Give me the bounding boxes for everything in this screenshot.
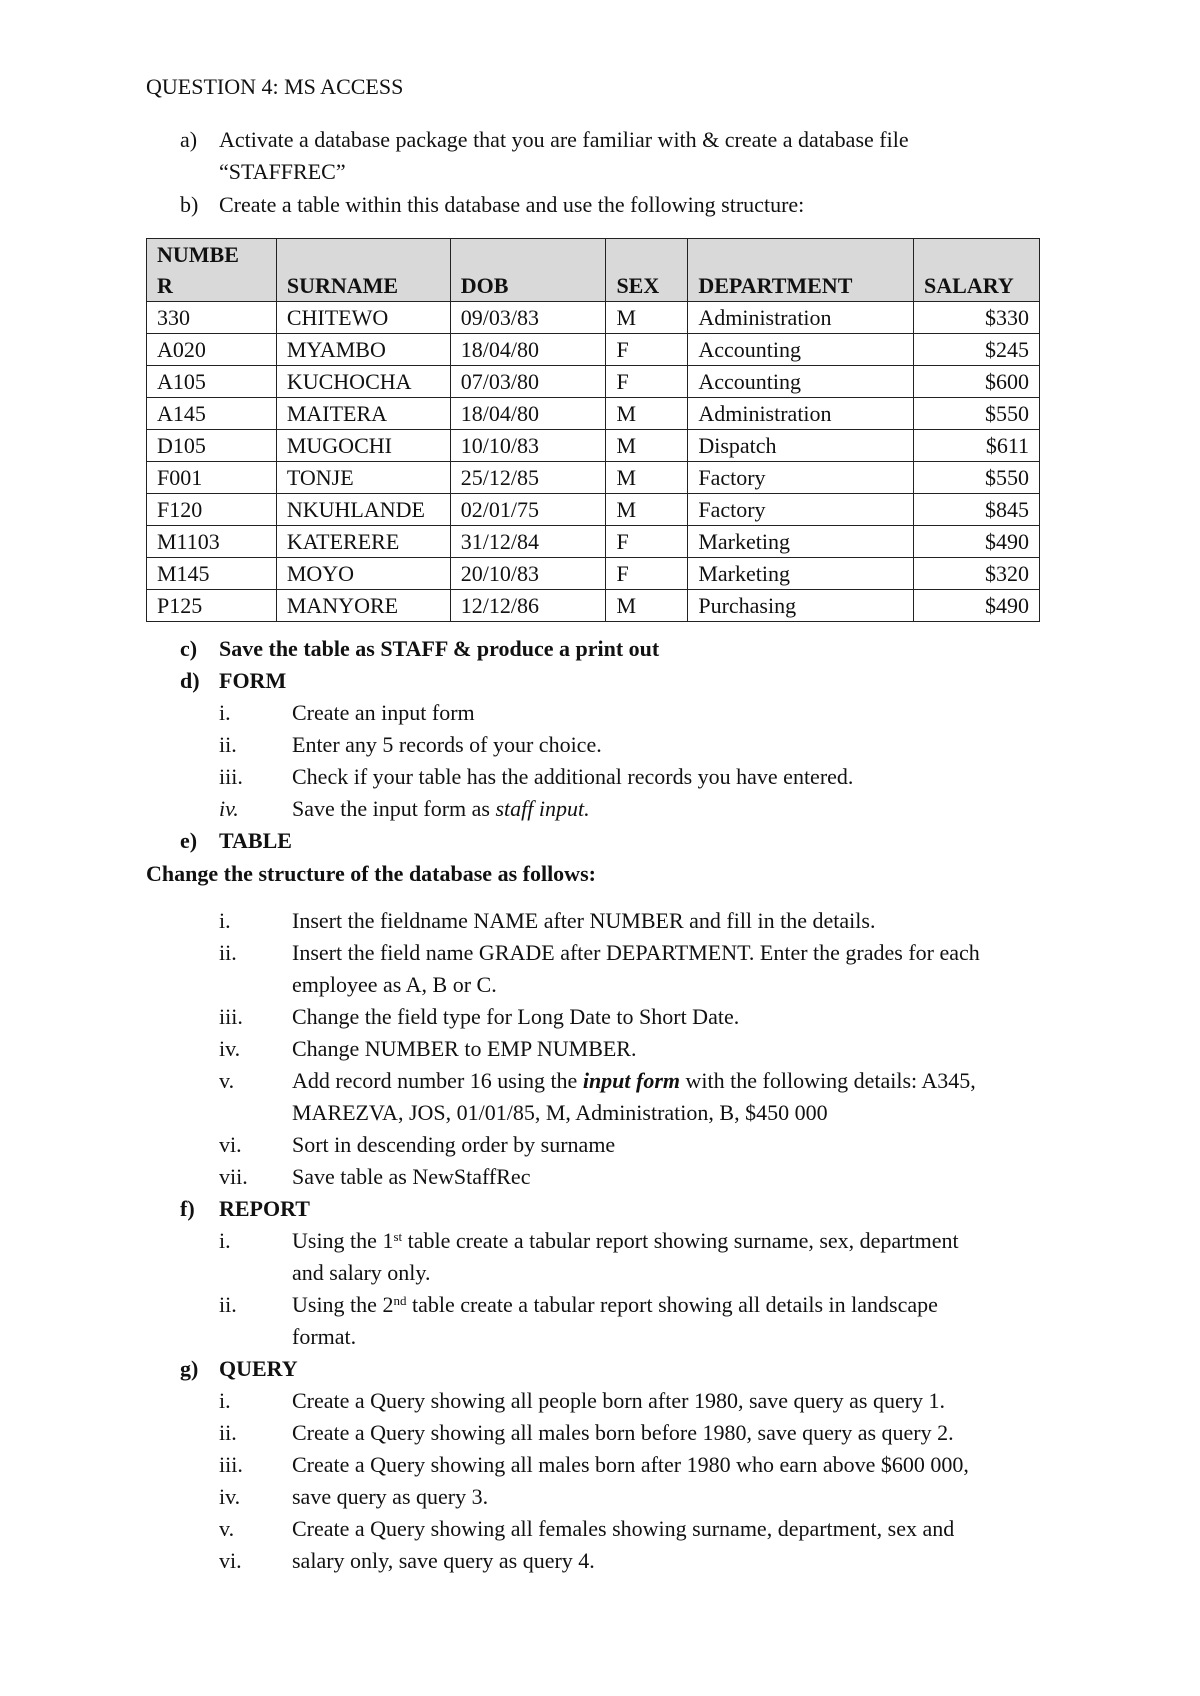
cell-dob: 25/12/85 — [450, 462, 606, 494]
roman-numeral: ii. — [219, 1420, 237, 1445]
table-item-text: Change the field type for Long Date to Short Date. — [292, 1004, 740, 1029]
query-item-text: Create a Query showing all females showing surname, department, sex and — [292, 1516, 955, 1541]
cell-surname: MAITERA — [276, 398, 450, 430]
part-c-text: Save the table as STAFF & produce a print out — [219, 636, 660, 661]
cell-surname: MOYO — [276, 558, 450, 590]
part-f-heading: REPORT — [219, 1196, 310, 1221]
roman-numeral: iv. — [219, 1036, 241, 1061]
cell-number: 330 — [147, 302, 277, 334]
form-item-text: Enter any 5 records of your choice. — [292, 732, 602, 757]
cell-sex: M — [606, 430, 688, 462]
table-row — [147, 494, 1040, 526]
cell-dob: 02/01/75 — [450, 494, 606, 526]
cell-sex: F — [606, 558, 688, 590]
roman-numeral: ii. — [219, 1292, 237, 1317]
part-f-marker: f) — [180, 1196, 195, 1221]
cell-dob: 07/03/80 — [450, 366, 606, 398]
cell-dob: 20/10/83 — [450, 558, 606, 590]
cell-surname: KUCHOCHA — [276, 366, 450, 398]
cell-surname: TONJE — [276, 462, 450, 494]
roman-numeral: ii. — [219, 732, 237, 757]
roman-numeral: iv. — [219, 796, 239, 821]
question-title: QUESTION 4: MS ACCESS — [146, 74, 404, 99]
part-c-marker: c) — [180, 636, 198, 661]
table-item-text-cont: MAREZVA, JOS, 01/01/85, M, Administration, B, $450 000 — [292, 1100, 828, 1125]
table-row — [147, 430, 1040, 462]
cell-number: F001 — [147, 462, 277, 494]
cell-sex: M — [606, 590, 688, 622]
cell-salary: $845 — [914, 494, 1040, 526]
cell-surname: MYAMBO — [276, 334, 450, 366]
report-item-text-cont: and salary only. — [292, 1260, 431, 1285]
header-sex: SEX — [606, 239, 688, 302]
table-item-text: Insert the fieldname NAME after NUMBER and fill in the details. — [292, 908, 876, 933]
roman-numeral: ii. — [219, 940, 237, 965]
ordinal-superscript: nd — [393, 1293, 407, 1308]
cell-number: D105 — [147, 430, 277, 462]
cell-sex: M — [606, 494, 688, 526]
staff-table — [146, 238, 1040, 622]
cell-number: M1103 — [147, 526, 277, 558]
roman-numeral: vi. — [219, 1132, 242, 1157]
cell-salary: $330 — [914, 302, 1040, 334]
table-row — [147, 366, 1040, 398]
query-item-text: Create a Query showing all males born after 1980 who earn above $600 000, — [292, 1452, 969, 1477]
roman-numeral: i. — [219, 700, 231, 725]
cell-sex: M — [606, 302, 688, 334]
table-row — [147, 558, 1040, 590]
form-item-text — [292, 793, 590, 825]
table-item-text — [292, 1065, 976, 1097]
report-item-text-plain: Using the 2 — [292, 1292, 394, 1317]
table-header-row — [147, 239, 1040, 302]
roman-numeral: iii. — [219, 1004, 243, 1029]
roman-numeral: vi. — [219, 1548, 242, 1573]
table-item-text: Change NUMBER to EMP NUMBER. — [292, 1036, 637, 1061]
roman-numeral: iii. — [219, 1452, 243, 1477]
cell-department: Factory — [688, 462, 914, 494]
cell-surname: KATERERE — [276, 526, 450, 558]
cell-salary: $611 — [914, 430, 1040, 462]
form-item-text-plain: Save the input form as — [292, 796, 496, 821]
part-g-heading: QUERY — [219, 1356, 298, 1381]
cell-salary: $600 — [914, 366, 1040, 398]
part-a-line1: Activate a database package that you are familiar with & create a database file — [219, 127, 909, 152]
cell-surname: NKUHLANDE — [276, 494, 450, 526]
cell-surname: CHITEWO — [276, 302, 450, 334]
cell-surname: MANYORE — [276, 590, 450, 622]
part-a-line2: “STAFFREC” — [219, 159, 346, 184]
table-row — [147, 590, 1040, 622]
report-item-text-cont: format. — [292, 1324, 357, 1349]
cell-salary: $490 — [914, 590, 1040, 622]
report-item-text — [292, 1225, 959, 1257]
roman-numeral: i. — [219, 908, 231, 933]
cell-dob: 12/12/86 — [450, 590, 606, 622]
table-item-text: Insert the field name GRADE after DEPARTMENT. Enter the grades for each — [292, 940, 980, 965]
table-row — [147, 302, 1040, 334]
cell-number: M145 — [147, 558, 277, 590]
header-dob: DOB — [450, 239, 606, 302]
roman-numeral: v. — [219, 1068, 235, 1093]
roman-numeral: iii. — [219, 764, 243, 789]
form-item-text: Create an input form — [292, 700, 475, 725]
cell-dob: 18/04/80 — [450, 334, 606, 366]
report-item-text-plain: table create a tabular report showing surname, sex, department — [402, 1228, 959, 1253]
cell-department: Marketing — [688, 558, 914, 590]
cell-department: Factory — [688, 494, 914, 526]
roman-numeral: vii. — [219, 1164, 248, 1189]
part-e-intro: Change the structure of the database as follows: — [146, 861, 596, 886]
table-item-text-plain: with the following details: A345, — [680, 1068, 976, 1093]
cell-department: Administration — [688, 302, 914, 334]
cell-sex: F — [606, 334, 688, 366]
cell-number: P125 — [147, 590, 277, 622]
part-e-marker: e) — [180, 828, 198, 853]
cell-number: A145 — [147, 398, 277, 430]
cell-salary: $320 — [914, 558, 1040, 590]
header-department: DEPARTMENT — [688, 239, 914, 302]
table-item-text: Sort in descending order by surname — [292, 1132, 616, 1157]
cell-department: Dispatch — [688, 430, 914, 462]
cell-department: Accounting — [688, 366, 914, 398]
part-g-marker: g) — [180, 1356, 199, 1381]
cell-salary: $550 — [914, 398, 1040, 430]
report-item-text — [292, 1289, 938, 1321]
cell-salary: $490 — [914, 526, 1040, 558]
cell-number: A020 — [147, 334, 277, 366]
part-a-marker: a) — [180, 127, 198, 152]
cell-sex: F — [606, 526, 688, 558]
form-name-emphasis: staff input. — [495, 796, 590, 821]
table-row — [147, 526, 1040, 558]
table-row — [147, 462, 1040, 494]
roman-numeral: i. — [219, 1388, 231, 1413]
table-item-text-plain: Add record number 16 using the — [292, 1068, 583, 1093]
form-item-text: Check if your table has the additional records you have entered. — [292, 764, 854, 789]
part-d-marker: d) — [180, 668, 200, 693]
input-form-emphasis: input form — [582, 1068, 681, 1093]
cell-salary: $245 — [914, 334, 1040, 366]
cell-sex: M — [606, 462, 688, 494]
cell-dob: 10/10/83 — [450, 430, 606, 462]
query-item-text: salary only, save query as query 4. — [292, 1548, 595, 1573]
part-e-heading: TABLE — [219, 828, 292, 853]
query-item-text: Create a Query showing all males born before 1980, save query as query 2. — [292, 1420, 954, 1445]
roman-numeral: i. — [219, 1228, 231, 1253]
roman-numeral: v. — [219, 1516, 235, 1541]
cell-sex: F — [606, 366, 688, 398]
header-number: NUMBE R — [147, 239, 277, 302]
report-item-text-plain: Using the 1 — [292, 1228, 394, 1253]
cell-department: Accounting — [688, 334, 914, 366]
header-salary: SALARY — [914, 239, 1040, 302]
query-item-text: save query as query 3. — [292, 1484, 489, 1509]
ordinal-superscript: st — [393, 1229, 403, 1244]
cell-dob: 18/04/80 — [450, 398, 606, 430]
report-item-text-plain: table create a tabular report showing all details in landscape — [406, 1292, 938, 1317]
part-b-text: Create a table within this database and use the following structure: — [219, 192, 805, 217]
cell-dob: 09/03/83 — [450, 302, 606, 334]
cell-sex: M — [606, 398, 688, 430]
part-d-heading: FORM — [219, 668, 287, 693]
cell-number: F120 — [147, 494, 277, 526]
table-row — [147, 398, 1040, 430]
table-item-text: Save table as NewStaffRec — [292, 1164, 531, 1189]
cell-department: Marketing — [688, 526, 914, 558]
roman-numeral: iv. — [219, 1484, 241, 1509]
part-b-marker: b) — [180, 192, 199, 217]
query-item-text: Create a Query showing all people born after 1980, save query as query 1. — [292, 1388, 946, 1413]
header-surname: SURNAME — [276, 239, 450, 302]
cell-surname: MUGOCHI — [276, 430, 450, 462]
cell-number: A105 — [147, 366, 277, 398]
cell-department: Purchasing — [688, 590, 914, 622]
cell-department: Administration — [688, 398, 914, 430]
table-item-text-cont: employee as A, B or C. — [292, 972, 497, 997]
cell-dob: 31/12/84 — [450, 526, 606, 558]
table-row — [147, 334, 1040, 366]
cell-salary: $550 — [914, 462, 1040, 494]
